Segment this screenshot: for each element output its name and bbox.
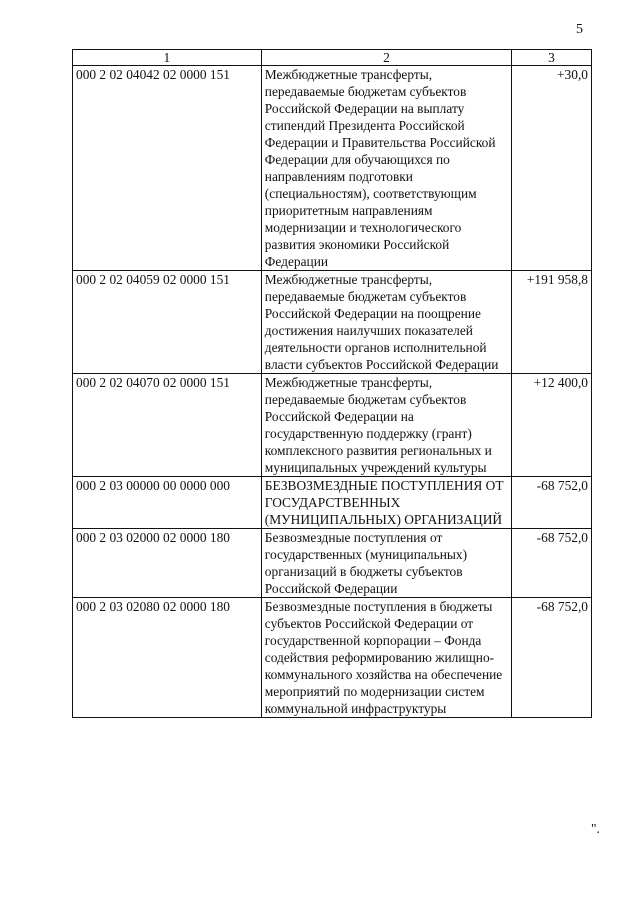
row-description: Межбюджетные трансферты, передаваемые бюджетам субъектов Российской Федерации на выплату стипендий Президента Российской Федерации и Правительства Российской Федерации для обучающихся по направлениям подготовки (специальностям), соответствующим приоритетным направлениям модернизации и технологического развития экономики Российской Федерации — [261, 66, 511, 271]
row-amount: +12 400,0 — [512, 374, 592, 477]
row-amount: +191 958,8 — [512, 271, 592, 374]
row-description: Безвозмездные поступления в бюджеты субъектов Российской Федерации от государственной корпорации – Фонда содействия реформированию жилищно-коммунального хозяйства на обеспечение мероприятий по модернизации систем коммунальной инфраструктуры — [261, 598, 511, 718]
column-header-code: 1 — [73, 50, 262, 66]
row-amount: -68 752,0 — [512, 477, 592, 529]
row-amount: +30,0 — [512, 66, 592, 271]
row-description: Безвозмездные поступления от государственных (муниципальных) организаций в бюджеты субъектов Российской Федерации — [261, 529, 511, 598]
row-code: 000 2 03 02000 02 0000 180 — [73, 529, 262, 598]
row-description: Межбюджетные трансферты, передаваемые бюджетам субъектов Российской Федерации на поощрение достижения наилучших показателей деятельности органов исполнительной власти субъектов Российской Федерации — [261, 271, 511, 374]
page-number: 5 — [576, 22, 583, 37]
row-description: Межбюджетные трансферты, передаваемые бюджетам субъектов Российской Федерации на государственную поддержку (грант) комплексного развития региональных и муниципальных учреждений культуры — [261, 374, 511, 477]
column-header-amount: 3 — [512, 50, 592, 66]
table-row — [73, 477, 592, 529]
row-amount: -68 752,0 — [512, 529, 592, 598]
table-row — [73, 66, 592, 271]
row-code: 000 2 02 04042 02 0000 151 — [73, 66, 262, 271]
closing-quote-mark: ". — [591, 821, 600, 836]
column-header-description: 2 — [261, 50, 511, 66]
table-row — [73, 529, 592, 598]
row-description: БЕЗВОЗМЕЗДНЫЕ ПОСТУПЛЕНИЯ ОТ ГОСУДАРСТВЕННЫХ (МУНИЦИПАЛЬНЫХ) ОРГАНИЗАЦИЙ — [261, 477, 511, 529]
table-row — [73, 374, 592, 477]
row-code: 000 2 02 04070 02 0000 151 — [73, 374, 262, 477]
row-code: 000 2 03 02080 02 0000 180 — [73, 598, 262, 718]
row-code: 000 2 02 04059 02 0000 151 — [73, 271, 262, 374]
table-row — [73, 598, 592, 718]
row-code: 000 2 03 00000 00 0000 000 — [73, 477, 262, 529]
table-row — [73, 271, 592, 374]
budget-table — [72, 49, 592, 718]
table-header-row — [73, 50, 592, 66]
row-amount: -68 752,0 — [512, 598, 592, 718]
